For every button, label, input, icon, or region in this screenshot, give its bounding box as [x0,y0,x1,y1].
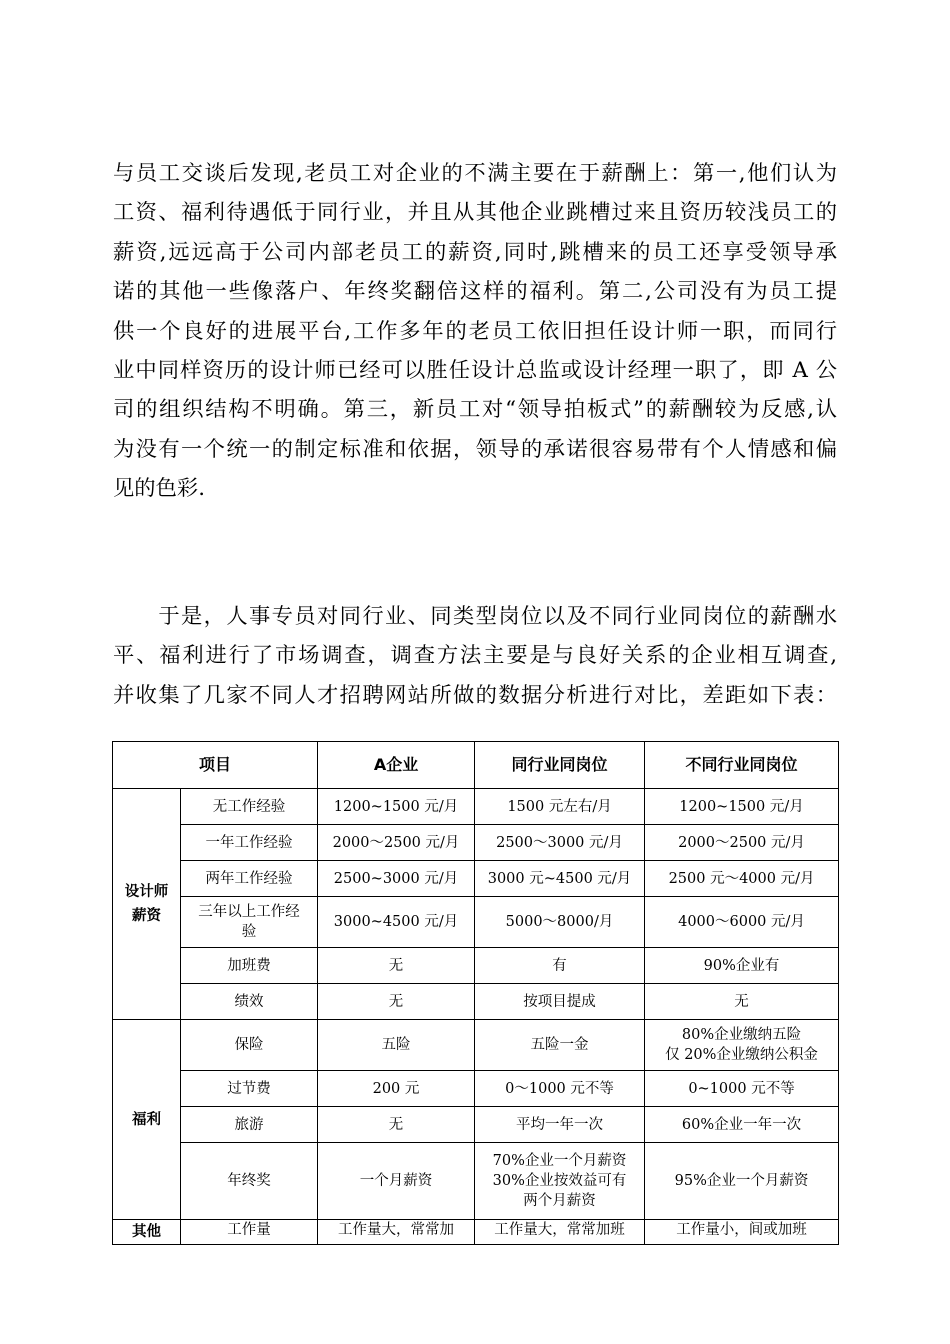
table-row [113,861,839,897]
cell-text: 年终奖 [227,1173,271,1189]
cell-text: 70%企业一个月薪资 [492,1153,627,1169]
same-industry-cell [475,897,645,948]
company-a-cell [318,1020,475,1071]
table-body [113,789,839,1245]
company-a-cell [318,1071,475,1107]
paragraph-2 [113,597,837,715]
paragraph-line: 并收集了几家不同人才招聘网站所做的数据分析进行对比，差距如下表： [113,682,837,708]
table-row [113,789,839,825]
group-label [113,1220,181,1245]
cell-text: 过节费 [227,1080,271,1097]
table-row [113,1020,839,1071]
same-industry-cell [475,1071,645,1107]
same-industry-cell [475,1020,645,1071]
cell-text: 按项目提成 [523,993,596,1010]
item-cell [181,897,318,948]
table-row [113,825,839,861]
header-company-a: A企业 [318,742,475,789]
different-industry-cell [645,789,839,825]
cell-text: 验 [241,924,257,940]
item-cell [181,825,318,861]
cell-text: 2500~3000 元/月 [333,870,459,887]
cell-text: 仅 20%企业缴纳公积金 [665,1047,818,1063]
table-row [113,1143,839,1220]
group-label [113,1020,181,1220]
paragraph-line: 司的组织结构不明确。第三，新员工对“领导拍板式”的薪酬较为反感,认 [113,397,837,423]
company-a-cell [318,948,475,984]
cell-text: 无工作经验 [212,798,286,815]
cell-text: 无 [388,993,404,1010]
paragraph-line: 见的色彩. [113,476,205,502]
cell-text: 工作量小，间或加班 [676,1222,807,1238]
cell-text: 设计师 [124,884,169,900]
cell-text: 2500～3000 元/月 [496,834,623,851]
paragraph-line: 平、福利进行了市场调查，调查方法主要是与良好关系的企业相互调查, [113,643,837,669]
cell-text: 旅游 [234,1116,264,1133]
salary-comparison-table [112,741,839,1245]
company-a-cell [318,897,475,948]
paragraph-1 [113,154,837,509]
paragraph-line: 与员工交谈后发现,老员工对企业的不满主要在于薪酬上：第一,他们认为 [113,161,837,186]
cell-text: 其他 [132,1224,161,1240]
paragraph-line: 薪资,远远高于公司内部老员工的薪资,同时,跳槽来的员工还享受领导承 [113,239,837,265]
cell-text: 无 [388,957,404,974]
paragraph-line: 工资、福利待遇低于同行业，并且从其他企业跳槽过来且资历较浅员工的 [113,200,837,226]
cell-text: 80%企业缴纳五险 [681,1027,802,1043]
cell-text: 平均一年一次 [516,1116,604,1133]
cell-text: 工作量 [227,1222,271,1238]
item-cell [181,948,318,984]
different-industry-cell [645,861,839,897]
company-a-cell [318,1107,475,1143]
cell-text: 30%企业按效益可有 [492,1173,627,1189]
cell-text: 无 [734,993,749,1010]
different-industry-cell [645,1143,839,1220]
cell-text: 两年工作经验 [205,870,293,887]
item-cell [181,984,318,1020]
paragraph-line: 供一个良好的进展平台,工作多年的老员工依旧担任设计师一职，而同行 [113,318,837,344]
table-row [113,1220,839,1245]
cell-text: 一个月薪资 [359,1173,433,1189]
item-cell [181,1143,318,1220]
cell-text: 3000 元~4500 元/月 [487,870,632,887]
cell-text: 有 [552,957,567,974]
same-industry-cell [475,1143,645,1220]
different-industry-cell [645,1220,839,1245]
table-row [113,948,839,984]
same-industry-cell [475,984,645,1020]
cell-text: 无 [388,1116,404,1133]
cell-text: 1200~1500 元/月 [333,798,459,815]
header-same-industry: 同行业同岗位 [475,742,645,789]
group-label [113,789,181,1020]
item-cell [181,1020,318,1071]
table-row [113,1107,839,1143]
same-industry-cell [475,1220,645,1245]
paragraph-line: 诺的其他一些像落户、年终奖翻倍这样的福利。第二,公司没有为员工提 [113,279,837,305]
same-industry-cell [475,789,645,825]
different-industry-cell [645,984,839,1020]
table-row [113,897,839,948]
different-industry-cell [645,948,839,984]
table-row [113,1071,839,1107]
item-cell [181,1071,318,1107]
same-industry-cell [475,1107,645,1143]
cell-text: 4000～6000 元/月 [678,914,805,930]
company-a-cell [318,825,475,861]
same-industry-cell [475,861,645,897]
cell-text: 2500 元～4000 元/月 [668,870,815,887]
cell-text: 5000～8000/月 [505,914,614,930]
company-a-cell [318,1143,475,1220]
cell-text: 90%企业有 [703,957,780,974]
cell-text: 工作量大，常常加 [338,1222,455,1238]
cell-text: 2000～2500 元/月 [678,834,805,851]
cell-text: 1500 元左右/月 [507,798,612,815]
same-industry-cell [475,948,645,984]
cell-text: 工作量大，常常加班 [494,1222,625,1238]
different-industry-cell [645,1071,839,1107]
cell-text: 五险一金 [530,1037,589,1053]
cell-text: 1200~1500 元/月 [679,798,804,815]
same-industry-cell [475,825,645,861]
cell-text: 95%企业一个月薪资 [674,1173,809,1189]
cell-text: 两个月薪资 [523,1193,596,1209]
company-a-cell [318,789,475,825]
header-different-industry: 不同行业同岗位 [645,742,839,789]
cell-text: 薪资 [132,908,161,924]
cell-text: 五险 [381,1037,411,1053]
cell-text: 60%企业一年一次 [681,1116,802,1133]
table-header-row [113,742,839,789]
different-industry-cell [645,825,839,861]
different-industry-cell [645,897,839,948]
different-industry-cell [645,1020,839,1071]
item-cell [181,1220,318,1245]
cell-text: 绩效 [234,993,264,1010]
company-a-cell [318,861,475,897]
cell-text: 3000~4500 元/月 [333,914,459,930]
item-cell [181,789,318,825]
table-row [113,984,839,1020]
company-a-cell [318,984,475,1020]
header-item: 项目 [113,742,318,789]
cell-text: 0~1000 元不等 [688,1080,795,1097]
cell-text: 福利 [132,1111,161,1128]
cell-text: 三年以上工作经 [198,904,300,920]
cell-text: 一年工作经验 [205,834,293,851]
cell-text: 保险 [234,1037,264,1053]
cell-text: 2000～2500 元/月 [332,834,460,851]
paragraph-line: 业中同样资历的设计师已经可以胜任设计总监或设计经理一职了，即 A 公 [113,357,837,383]
cell-text: 加班费 [227,957,271,974]
item-cell [181,1107,318,1143]
company-a-cell [318,1220,475,1245]
paragraph-line: 为没有一个统一的制定标准和依据，领导的承诺很容易带有个人情感和偏 [113,436,837,462]
paragraph-line: 于是，人事专员对同行业、同类型岗位以及不同行业同岗位的薪酬水 [113,604,837,629]
cell-text: 0～1000 元不等 [505,1080,614,1097]
different-industry-cell [645,1107,839,1143]
cell-text: 200 元 [372,1080,420,1097]
item-cell [181,861,318,897]
